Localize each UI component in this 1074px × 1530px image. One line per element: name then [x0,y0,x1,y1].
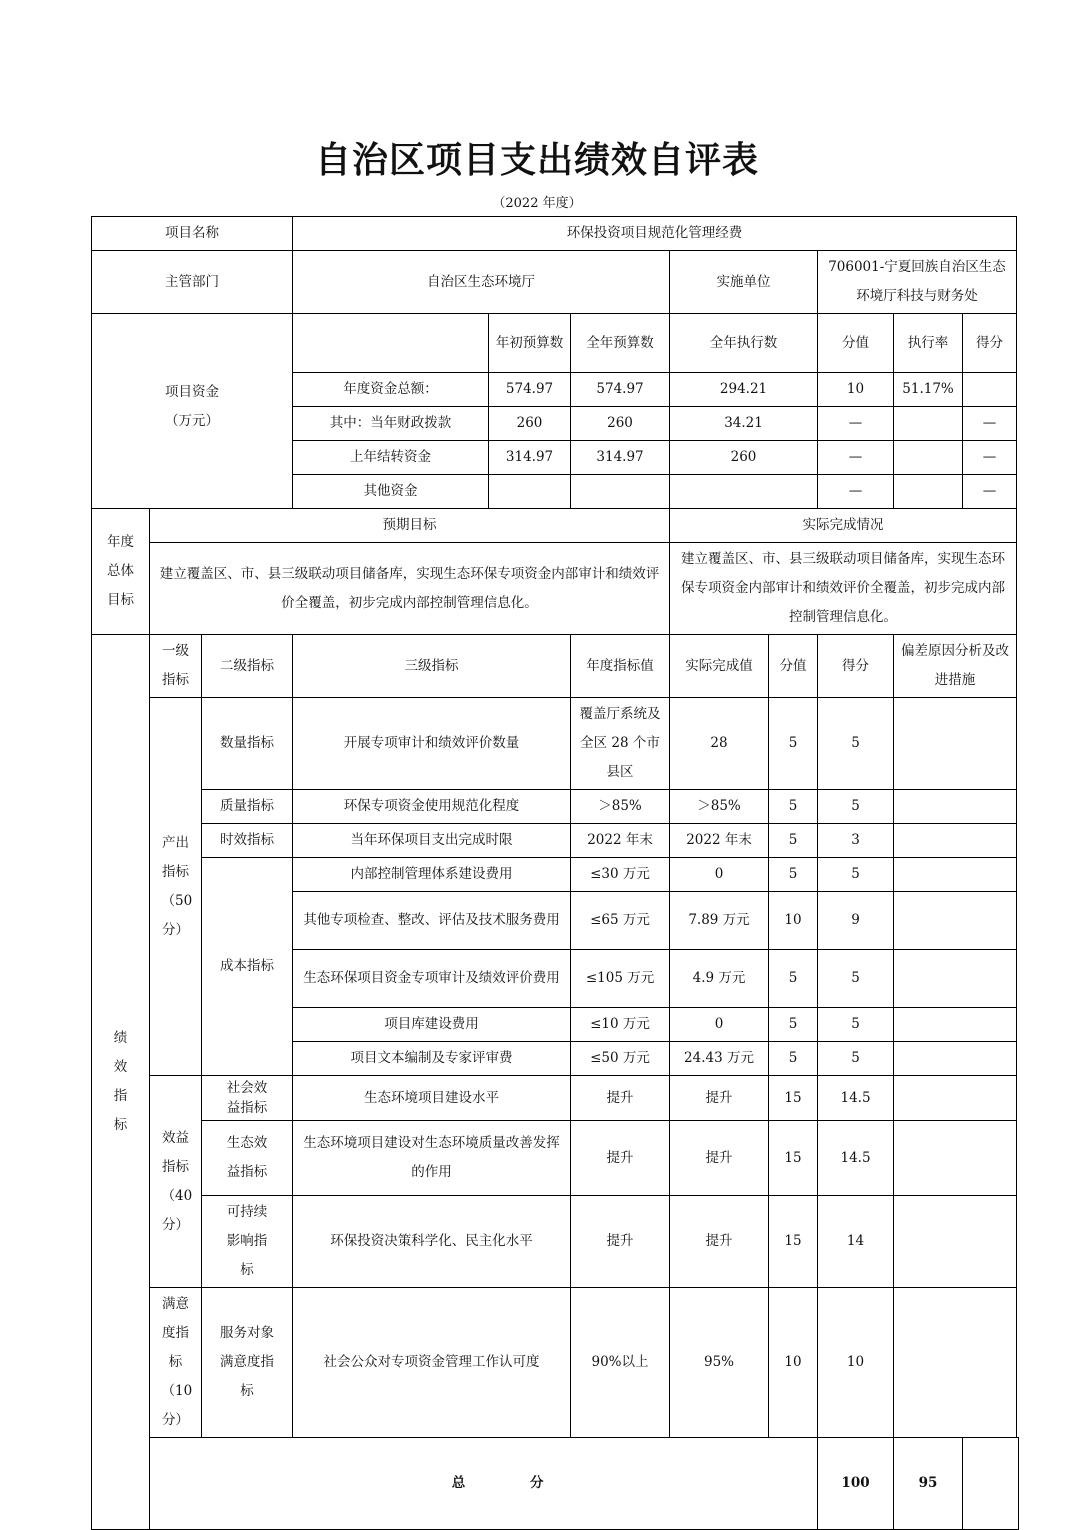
ind-score: 5 [769,790,818,824]
ind-got: 14 [818,1196,894,1288]
ind-cat-social: 社会效益指标 [202,1076,293,1121]
goals-label [92,509,150,635]
funds-row-annual: 314.97 [571,441,670,475]
ind-deviation [894,1008,1017,1042]
goals-label-text: 年度总体目标 [107,534,134,608]
ind-actual: 4.9 万元 [670,950,769,1008]
ind-header-target: 年度指标值 [571,635,670,698]
actual-goal-label: 实际完成情况 [670,509,1017,543]
ind-target: 提升 [571,1076,670,1121]
funds-row-executed: 294.21 [670,373,818,407]
ind-name: 生态环境项目建设水平 [293,1076,571,1121]
ind-target: ＞85% [571,790,670,824]
ind-name: 内部控制管理体系建设费用 [293,858,571,892]
funds-row-annual: 260 [571,407,670,441]
ind-got: 5 [818,1042,894,1076]
funds-header-got: 得分 [963,314,1017,373]
ind-cat-quality: 质量指标 [202,790,293,824]
ind-target: ≤30 万元 [571,858,670,892]
funds-row-executed: 260 [670,441,818,475]
funds-row-rate [894,475,963,509]
ind-name: 生态环保项目资金专项审计及绩效评价费用 [293,950,571,1008]
funds-header-score: 分值 [818,314,894,373]
indicators-label [92,635,150,1530]
funds-row-rate [894,441,963,475]
evaluation-table [91,216,1019,1530]
ind-target: 提升 [571,1121,670,1196]
total-label [150,1438,818,1530]
ind-got: 10 [818,1288,894,1438]
ind-header-level2: 二级指标 [202,635,293,698]
output-indicator-label [150,698,202,1076]
funds-row-initial: 574.97 [489,373,571,407]
ind-score: 5 [769,858,818,892]
ind-actual: 0 [670,858,769,892]
expected-goal-label: 预期目标 [150,509,670,543]
funds-row-score: 10 [818,373,894,407]
funds-row-rate [894,407,963,441]
ind-deviation [894,1042,1017,1076]
ind-target: 90%以上 [571,1288,670,1438]
ind-header-deviation: 偏差原因分析及改进措施 [894,635,1017,698]
expected-goal-text: 建立覆盖区、市、县三级联动项目储备库，实现生态环保专项资金内部审计和绩效评价全覆盖，初步完成内部控制管理信息化。 [150,543,670,635]
project-name-label: 项目名称 [92,217,293,251]
ind-name: 社会公众对专项资金管理工作认可度 [293,1288,571,1438]
funds-row-got: — [963,475,1017,509]
ind-name: 生态环境项目建设对生态环境质量改善发挥的作用 [293,1121,571,1196]
ind-score: 15 [769,1196,818,1288]
ind-name: 项目库建设费用 [293,1008,571,1042]
funds-row-rate: 51.17% [894,373,963,407]
ind-cat-quantity: 数量指标 [202,698,293,790]
ind-got: 9 [818,892,894,950]
funds-row-name: 其他资金 [293,475,489,509]
ind-got: 5 [818,858,894,892]
funds-label-text: 项目资金（万元） [165,384,219,429]
ind-header-level1: 一级指标 [150,635,202,698]
ind-deviation [894,790,1017,824]
ind-actual: 提升 [670,1121,769,1196]
ind-got: 5 [818,950,894,1008]
ind-got: 5 [818,698,894,790]
ind-deviation [894,858,1017,892]
ind-target: ≤105 万元 [571,950,670,1008]
funds-row-name: 其中：当年财政拨款 [293,407,489,441]
funds-row-initial: 314.97 [489,441,571,475]
ind-name: 当年环保项目支出完成时限 [293,824,571,858]
ind-got: 3 [818,824,894,858]
funds-header-executed: 全年执行数 [670,314,818,373]
ind-score: 5 [769,824,818,858]
ind-name: 环保专项资金使用规范化程度 [293,790,571,824]
funds-row-score: — [818,475,894,509]
ind-name: 项目文本编制及专家评审费 [293,1042,571,1076]
funds-row-name: 上年结转资金 [293,441,489,475]
ind-deviation [894,1076,1017,1121]
funds-row-score: — [818,441,894,475]
funds-header-initial: 年初预算数 [489,314,571,373]
ind-cat-timeliness: 时效指标 [202,824,293,858]
ind-cat-cost: 成本指标 [202,858,293,1076]
ind-actual: 28 [670,698,769,790]
funds-row-executed [670,475,818,509]
ind-score: 10 [769,892,818,950]
total-got: 95 [894,1438,963,1530]
output-indicator-label-text: 产出指标（50分） [161,834,193,938]
ind-actual: 提升 [670,1196,769,1288]
ind-header-level3: 三级指标 [293,635,571,698]
impl-label: 实施单位 [670,251,818,314]
benefit-indicator-label [150,1076,202,1288]
ind-actual: 2022 年末 [670,824,769,858]
funds-row-annual: 574.97 [571,373,670,407]
funds-row-got [963,373,1017,407]
ind-cat-sustainable: 可持续影响指标 [202,1196,293,1288]
ind-score: 15 [769,1121,818,1196]
year-subtitle: （2022 年度） [492,196,582,211]
ind-actual: 提升 [670,1076,769,1121]
funds-header-rate: 执行率 [894,314,963,373]
funds-row-initial [489,475,571,509]
ind-target: 覆盖厅系统及全区 28 个市县区 [571,698,670,790]
satisfaction-indicator-label [150,1288,202,1438]
funds-row-score: — [818,407,894,441]
ind-header-score: 分值 [769,635,818,698]
ind-deviation [894,950,1017,1008]
ind-deviation [894,892,1017,950]
total-deviation [963,1438,1019,1530]
total-label-text: 总 分 [451,1475,544,1491]
ind-cat-satisfaction: 服务对象满意度指标 [202,1288,293,1438]
ind-name: 其他专项检查、整改、评估及技术服务费用 [293,892,571,950]
ind-deviation [894,1121,1017,1196]
ind-got: 14.5 [818,1076,894,1121]
ind-deviation [894,698,1017,790]
ind-header-got: 得分 [818,635,894,698]
ind-score: 5 [769,1042,818,1076]
funds-header-annual: 全年预算数 [571,314,670,373]
ind-score: 5 [769,698,818,790]
ind-got: 5 [818,1008,894,1042]
ind-score: 5 [769,950,818,1008]
ind-deviation [894,1288,1017,1438]
ind-target: ≤10 万元 [571,1008,670,1042]
funds-blank-header [293,314,489,373]
dept-value: 自治区生态环境厅 [293,251,670,314]
total-score: 100 [818,1438,894,1530]
project-name-value: 环保投资项目规范化管理经费 [293,217,1017,251]
ind-score: 5 [769,1008,818,1042]
ind-target: ≤50 万元 [571,1042,670,1076]
benefit-indicator-label-text: 效益指标（40分） [161,1129,193,1233]
funds-row-initial: 260 [489,407,571,441]
ind-actual: 0 [670,1008,769,1042]
funds-row-got: — [963,441,1017,475]
ind-got: 14.5 [818,1121,894,1196]
ind-target: 提升 [571,1196,670,1288]
ind-actual: ＞85% [670,790,769,824]
impl-value: 706001-宁夏回族自治区生态环境厅科技与财务处 [818,251,1017,314]
ind-deviation [894,1196,1017,1288]
ind-deviation [894,824,1017,858]
funds-label [92,314,293,509]
page-title: 自治区项目支出绩效自评表 [314,139,759,181]
actual-goal-text: 建立覆盖区、市、县三级联动项目储备库，实现生态环保专项资金内部审计和绩效评价全覆盖，初步完成内部控制管理信息化。 [670,543,1017,635]
ind-actual: 95% [670,1288,769,1438]
ind-score: 10 [769,1288,818,1438]
ind-name: 环保投资决策科学化、民主化水平 [293,1196,571,1288]
ind-header-actual: 实际完成值 [670,635,769,698]
funds-row-annual [571,475,670,509]
ind-target: 2022 年末 [571,824,670,858]
satisfaction-indicator-label-text: 满意度指标（10分） [161,1296,193,1428]
ind-target: ≤65 万元 [571,892,670,950]
indicators-label-text: 绩效指标 [113,1030,128,1133]
dept-label: 主管部门 [92,251,293,314]
ind-score: 15 [769,1076,818,1121]
funds-row-got: — [963,407,1017,441]
ind-name: 开展专项审计和绩效评价数量 [293,698,571,790]
funds-row-executed: 34.21 [670,407,818,441]
ind-actual: 7.89 万元 [670,892,769,950]
ind-got: 5 [818,790,894,824]
funds-row-name: 年度资金总额： [293,373,489,407]
ind-actual: 24.43 万元 [670,1042,769,1076]
ind-cat-ecological: 生态效益指标 [202,1121,293,1196]
